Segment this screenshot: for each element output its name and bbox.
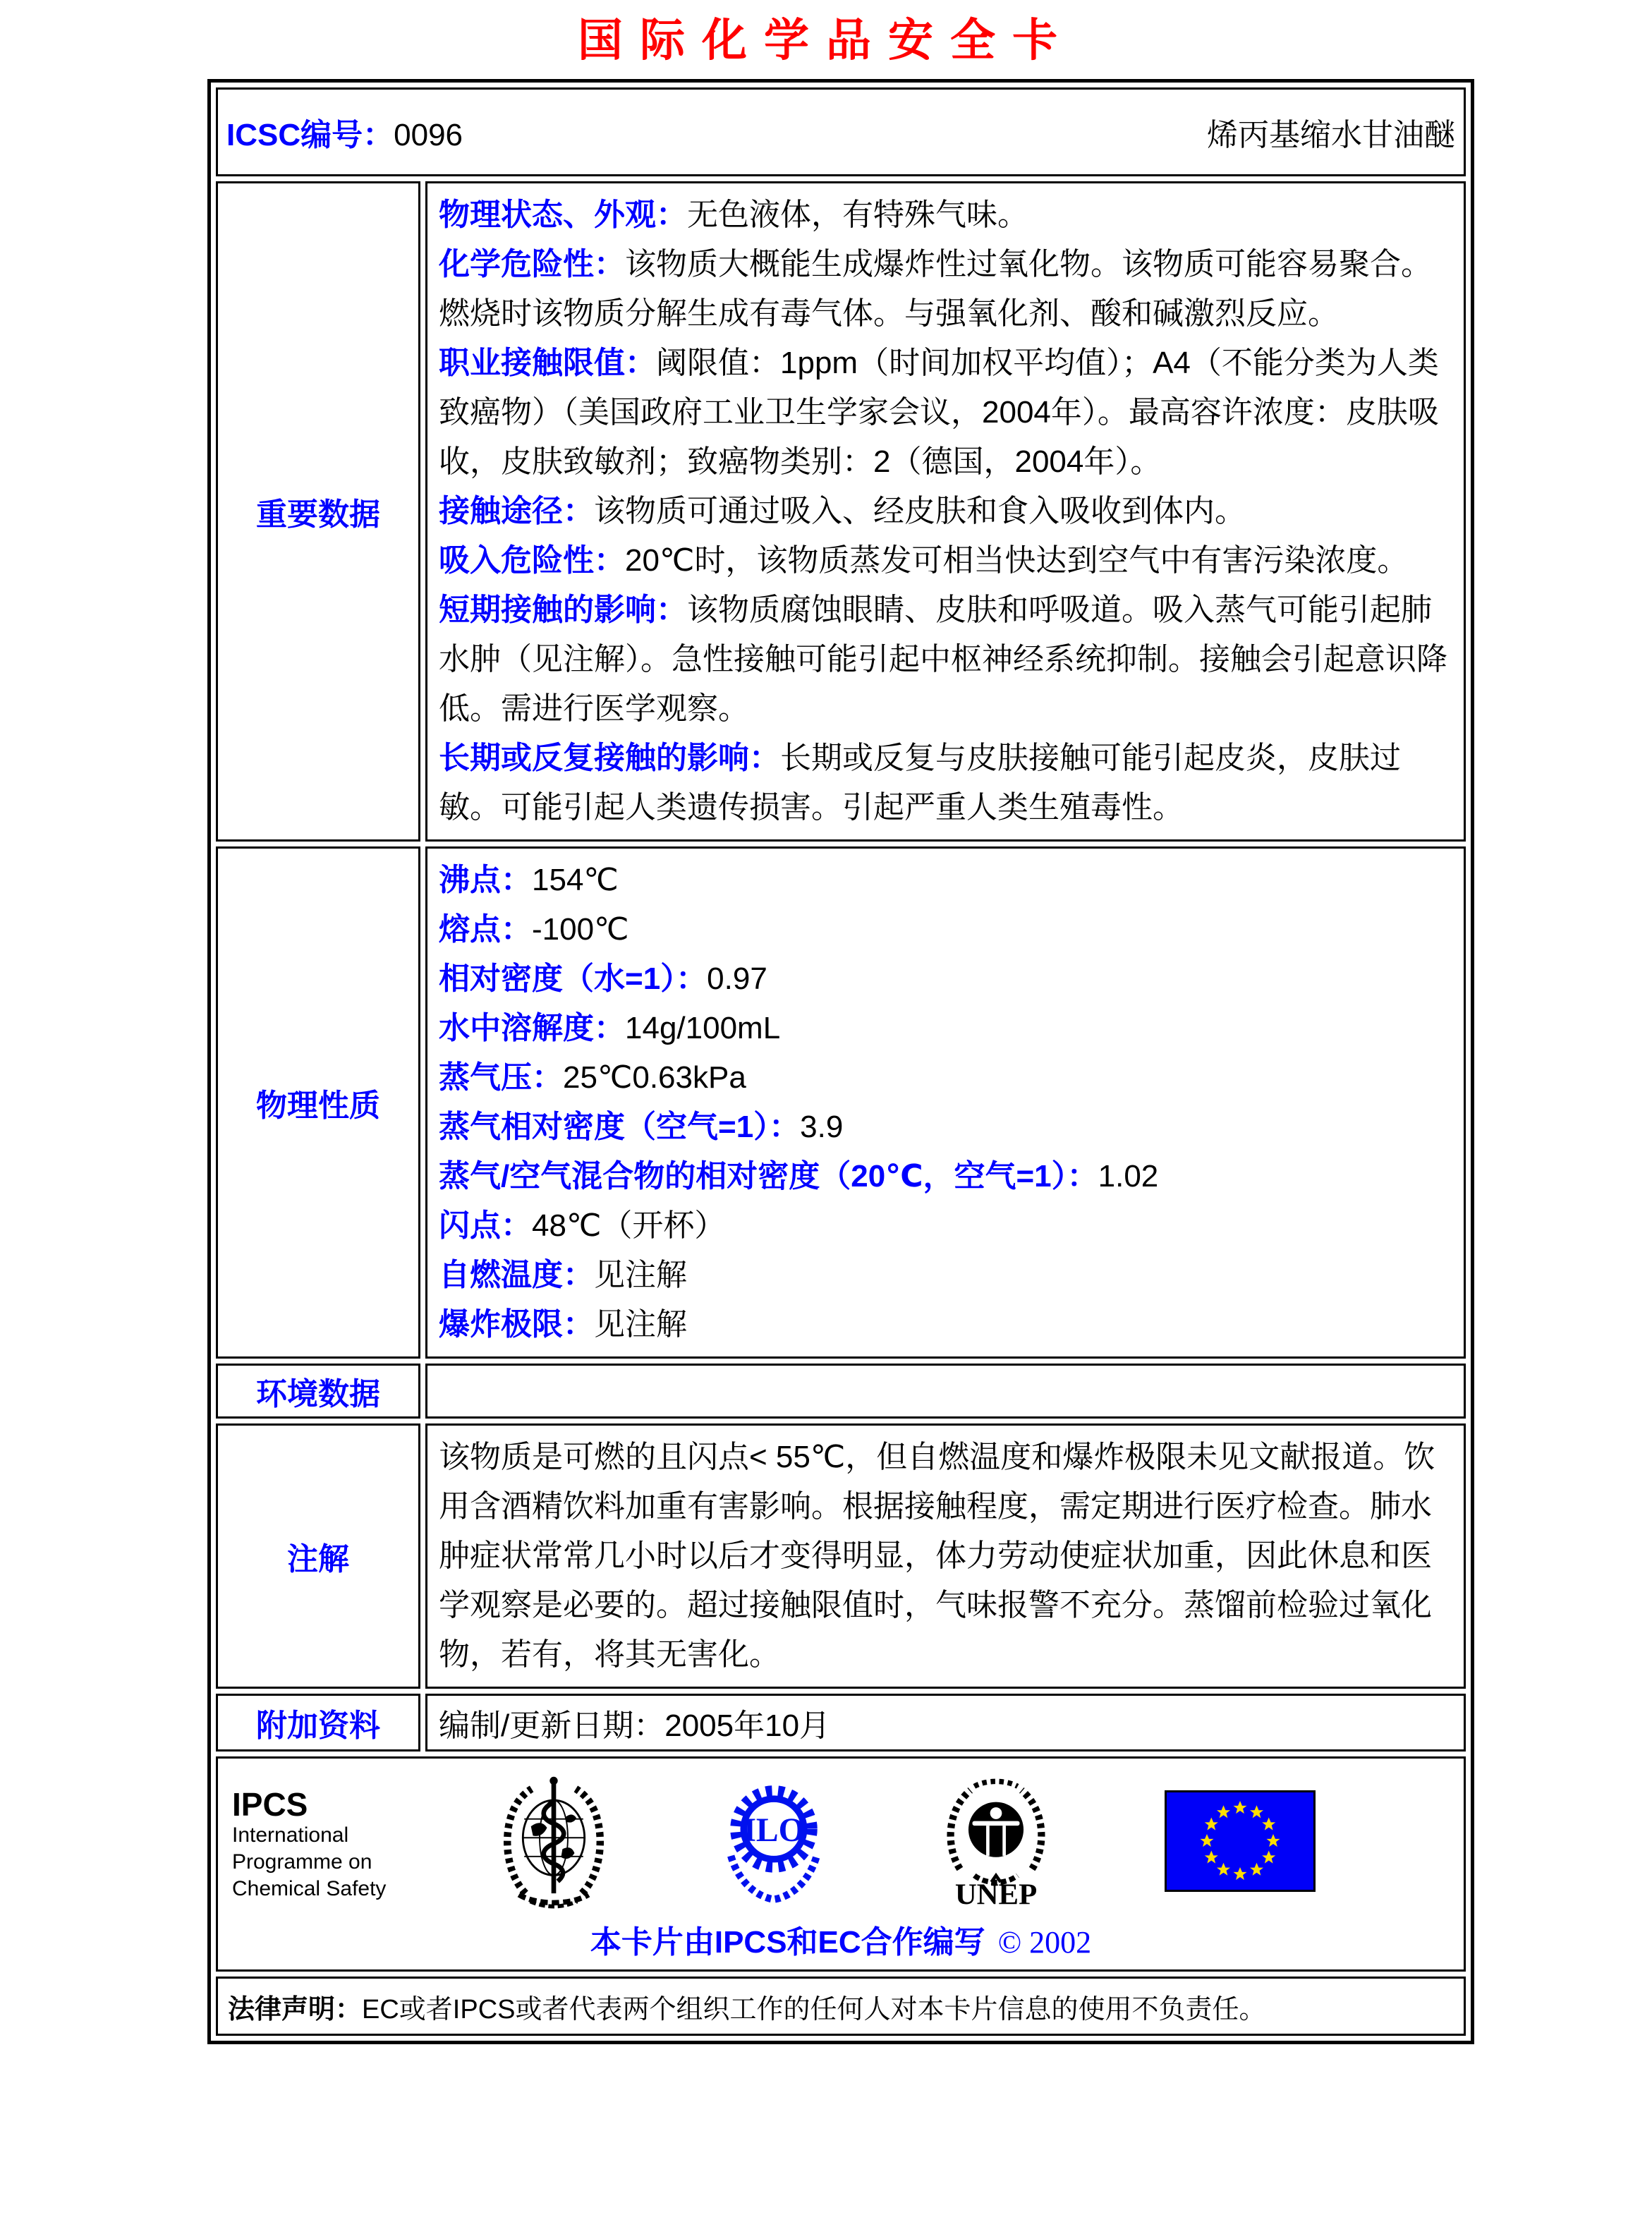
physical-property-item: 闪点：48℃（开杯）: [439, 1208, 726, 1243]
eu-flag-icon: [1165, 1790, 1316, 1892]
environmental-data-row: [216, 1364, 1466, 1419]
physical-property-item: 蒸气相对密度（空气=1）：3.9: [439, 1110, 844, 1144]
physical-properties-row: [216, 846, 1466, 1359]
logo-strip: [444, 1768, 1450, 1913]
row-label-additional-info: 附加资料: [216, 1694, 420, 1752]
environmental-data-content: [425, 1364, 1466, 1419]
unep-logo-icon: [940, 1768, 1052, 1913]
chemical-name: 烯丙基缩水甘油醚: [1207, 118, 1455, 152]
physical-property-item: 熔点：-100℃: [439, 912, 629, 947]
physical-property-item: 蒸气/空气混合物的相对密度（20℃，空气=1）：1.02: [439, 1159, 1159, 1194]
credit-line: [232, 1923, 1450, 1962]
copyright-text: © 2002: [997, 1925, 1092, 1960]
page-title: 国际化学品安全卡: [578, 15, 1074, 66]
icsc-number-value: 0096: [394, 118, 463, 152]
legal-row: [216, 1977, 1466, 2036]
physical-property-item: 水中溶解度：14g/100mL: [439, 1011, 781, 1045]
ilo-logo-text: ILO: [743, 1811, 805, 1849]
credit-text: 本卡片由IPCS和EC合作编写: [590, 1925, 985, 1960]
ipcs-name-line: Programme on: [232, 1850, 372, 1874]
update-date-value: 2005年10月: [664, 1708, 831, 1743]
card-header: [226, 109, 1455, 154]
important-data-row: [216, 181, 1466, 842]
icsc-number-label: ICSC编号：: [226, 118, 394, 152]
physical-property-item: 沸点：154℃: [439, 863, 619, 897]
legal-text: EC或者IPCS或者代表两个组织工作的任何人对本卡片信息的使用不负责任。: [362, 1994, 1266, 2024]
ipcs-block: [232, 1768, 444, 1902]
ilo-logo-icon: [720, 1773, 827, 1909]
physical-property-item: 爆炸极限：见注解: [439, 1307, 687, 1342]
footer-logos-band: [232, 1768, 1450, 1913]
important-data-item: 短期接触的影响：该物质腐蚀眼睛、皮肤和呼吸道。吸入蒸气可能引起肺水肿（见注解）。急性接触可能引起中枢神经系统抑制。接触会引起意识降低。需进行医学观察。: [439, 593, 1447, 726]
page: [0, 4, 1652, 2044]
row-label-notes: 注解: [216, 1423, 420, 1689]
important-data-item: 接触途径：该物质可通过吸入、经皮肤和食入吸收到体内。: [439, 494, 1246, 528]
row-label-important-data: 重要数据: [216, 181, 420, 842]
who-logo-icon: [500, 1771, 607, 1912]
legal-label: 法律声明：: [228, 1994, 363, 2024]
notes-row: [216, 1423, 1466, 1689]
update-date-label: 编制/更新日期：: [439, 1708, 665, 1743]
ipcs-name-line: Chemical Safety: [232, 1877, 387, 1900]
icsc-card-table: [207, 79, 1474, 2044]
icsc-number: [226, 109, 463, 154]
important-data-item: 化学危险性：该物质大概能生成爆炸性过氧化物。该物质可能容易聚合。燃烧时该物质分解生成有毒气体。与强氧化剂、酸和碱激烈反应。: [439, 247, 1432, 331]
unep-logo-text: UNEP: [954, 1878, 1038, 1912]
physical-property-item: 自燃温度：见注解: [439, 1258, 687, 1292]
header-row: [216, 87, 1466, 176]
row-label-physical-properties: 物理性质: [216, 846, 420, 1359]
additional-info-row: [216, 1694, 1466, 1752]
row-label-environmental-data: 环境数据: [216, 1364, 420, 1419]
ipcs-name-line: International: [232, 1823, 349, 1847]
important-data-item: 吸入危险性：20℃时，该物质蒸发可相当快达到空气中有害污染浓度。: [439, 543, 1409, 578]
important-data-item: 长期或反复接触的影响：长期或反复与皮肤接触可能引起皮炎，皮肤过敏。可能引起人类遗传损害。引起严重人类生殖毒性。: [439, 741, 1401, 825]
physical-property-item: 相对密度（水=1）：0.97: [439, 961, 767, 996]
footer-row: [216, 1756, 1466, 1972]
important-data-item: 物理状态、外观：无色液体，有特殊气味。: [439, 198, 1028, 232]
notes-text: 该物质是可燃的且闪点< 55℃，但自燃温度和爆炸极限未见文献报道。饮用含酒精饮料加重有害影响。根据接触程度，需定期进行医疗检查。肺水肿症状常常几小时以后才变得明显，体力劳动使症状加重，因此休息和医学观察是必要的。超过接触限值时，气味报警不充分。蒸馏前检验过氧化物，若有，将其无害化。: [439, 1440, 1435, 1672]
physical-property-item: 蒸气压：25℃0.63kPa: [439, 1060, 746, 1095]
important-data-item: 职业接触限值：阈限值：1ppm（时间加权平均值）；A4（不能分类为人类致癌物）（美国政府工业卫生学家会议，2004年）。最高容许浓度：皮肤吸收，皮肤致敏剂；致癌物类别：2（德国，2004年）。: [439, 346, 1439, 479]
ipcs-acronym: IPCS: [232, 1786, 308, 1823]
